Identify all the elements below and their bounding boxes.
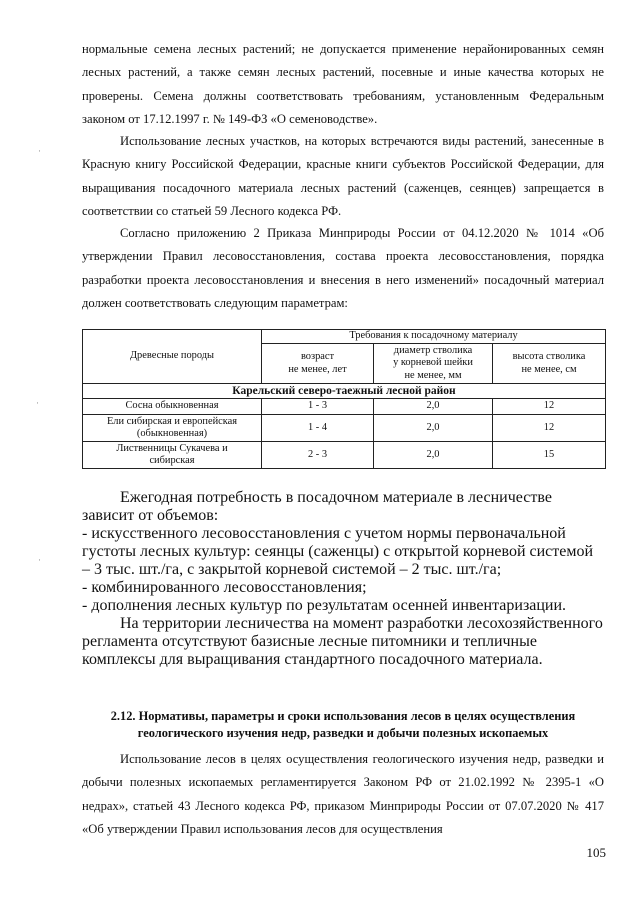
cell-diameter: 2,0 <box>374 442 493 469</box>
list-item: - искусственного лесовосстановления с учетом нормы первоначальной густоты лесных культур: сеянцы (саженцы) с открытой корневой системой – 3 тыс. шт./га, с закрытой корневой системой – 2 тыс. шт./га; <box>82 525 594 578</box>
header-requirements: Требования к посадочному материалу <box>262 330 606 344</box>
header-age: возраст не менее, лет <box>262 344 374 384</box>
page-number: 105 <box>586 845 606 860</box>
paragraph-annual-demand: Ежегодная потребность в посадочном материале в лесничестве зависит от объемов: <box>82 489 552 524</box>
intro-line: лесных растений, а также семян лесных растений, посевные и иные качества которых не <box>82 65 604 80</box>
header-diameter: диаметр стволика у корневой шейки не менее, мм <box>374 344 493 384</box>
cell-height: 12 <box>493 399 606 415</box>
cell-diameter: 2,0 <box>374 399 493 415</box>
list-item: - дополнения лесных культур по результатам осенней инвентаризации. <box>82 597 567 614</box>
scan-mark: · <box>36 398 39 408</box>
list-item: - комбинированного лесовосстановления; <box>82 579 367 596</box>
intro-line: проверены. Семена должны соответствовать требованиям, установленным Федеральным <box>82 88 604 103</box>
intro-paragraph <box>82 38 604 132</box>
cell-species: Лиственницы Сукачева и сибирская <box>83 442 262 469</box>
paragraph-order-reference: Согласно приложению 2 Приказа Минприроды России от 04.12.2020 № 1014 «Об утверждении Правил лесовосстановления, состава проекта лесовосстановления, порядка разработки проекта лесовосстановления и внесения в него изменений» посадочный материал должен соответствовать следующим параметрам: <box>82 226 604 311</box>
cell-species: Ели сибирская и европейская (обыкновенная) <box>83 415 262 442</box>
cell-age: 1 - 3 <box>262 399 374 415</box>
intro-line: нормальные семена лесных растений; не допускается применение нерайонированных семян <box>82 42 604 56</box>
paragraph-red-book: Использование лесных участков, на которых встречаются виды растений, занесенные в Красную книгу Российской Федерации, красные книги субъектов Российской Федерации, для выращивания посадочного материала лесных растений (саженцев, сеянцев) запрещается в соответствии со статьей 59 Лесного кодекса РФ. <box>82 134 604 219</box>
cell-height: 15 <box>493 442 606 469</box>
table-row <box>83 442 606 469</box>
scan-mark: · <box>38 146 41 156</box>
paragraph-geology: Использование лесов в целях осуществления геологического изучения недр, разведки и добычи полезных ископаемых регламентируется Законом РФ от 21.02.1992 № 2395-1 «О недрах», статьей 43 Лесного кодекса РФ, приказом Минприроды России от 07.07.2020 № 417 «Об утверждении Правил использования лесов для осуществления <box>82 752 604 837</box>
intro-line: законом от 17.12.1997 г. № 149-ФЗ «О семеноводстве». <box>82 112 378 127</box>
scan-mark: · <box>38 555 41 565</box>
planting-material-table <box>82 329 606 469</box>
cell-age: 2 - 3 <box>262 442 374 469</box>
section-heading: 2.12. Нормативы, параметры и сроки использования лесов в целях осуществления геологического изучения недр, разведки и добычи полезных ископаемых <box>110 709 576 740</box>
cell-age: 1 - 4 <box>262 415 374 442</box>
cell-height: 12 <box>493 415 606 442</box>
table-row <box>83 399 606 415</box>
table-row <box>83 415 606 442</box>
cell-diameter: 2,0 <box>374 415 493 442</box>
region-row: Карельский северо-таежный лесной район <box>83 384 606 399</box>
paragraph-nurseries: На территории лесничества на момент разработки лесохозяйственного регламента отсутствуют базисные лесные питомники и тепличные комплексы для выращивания стандартного посадочного материала. <box>82 615 603 668</box>
cell-species: Сосна обыкновенная <box>83 399 262 415</box>
header-height: высота стволика не менее, см <box>493 344 606 384</box>
header-species: Древесные породы <box>83 330 262 384</box>
